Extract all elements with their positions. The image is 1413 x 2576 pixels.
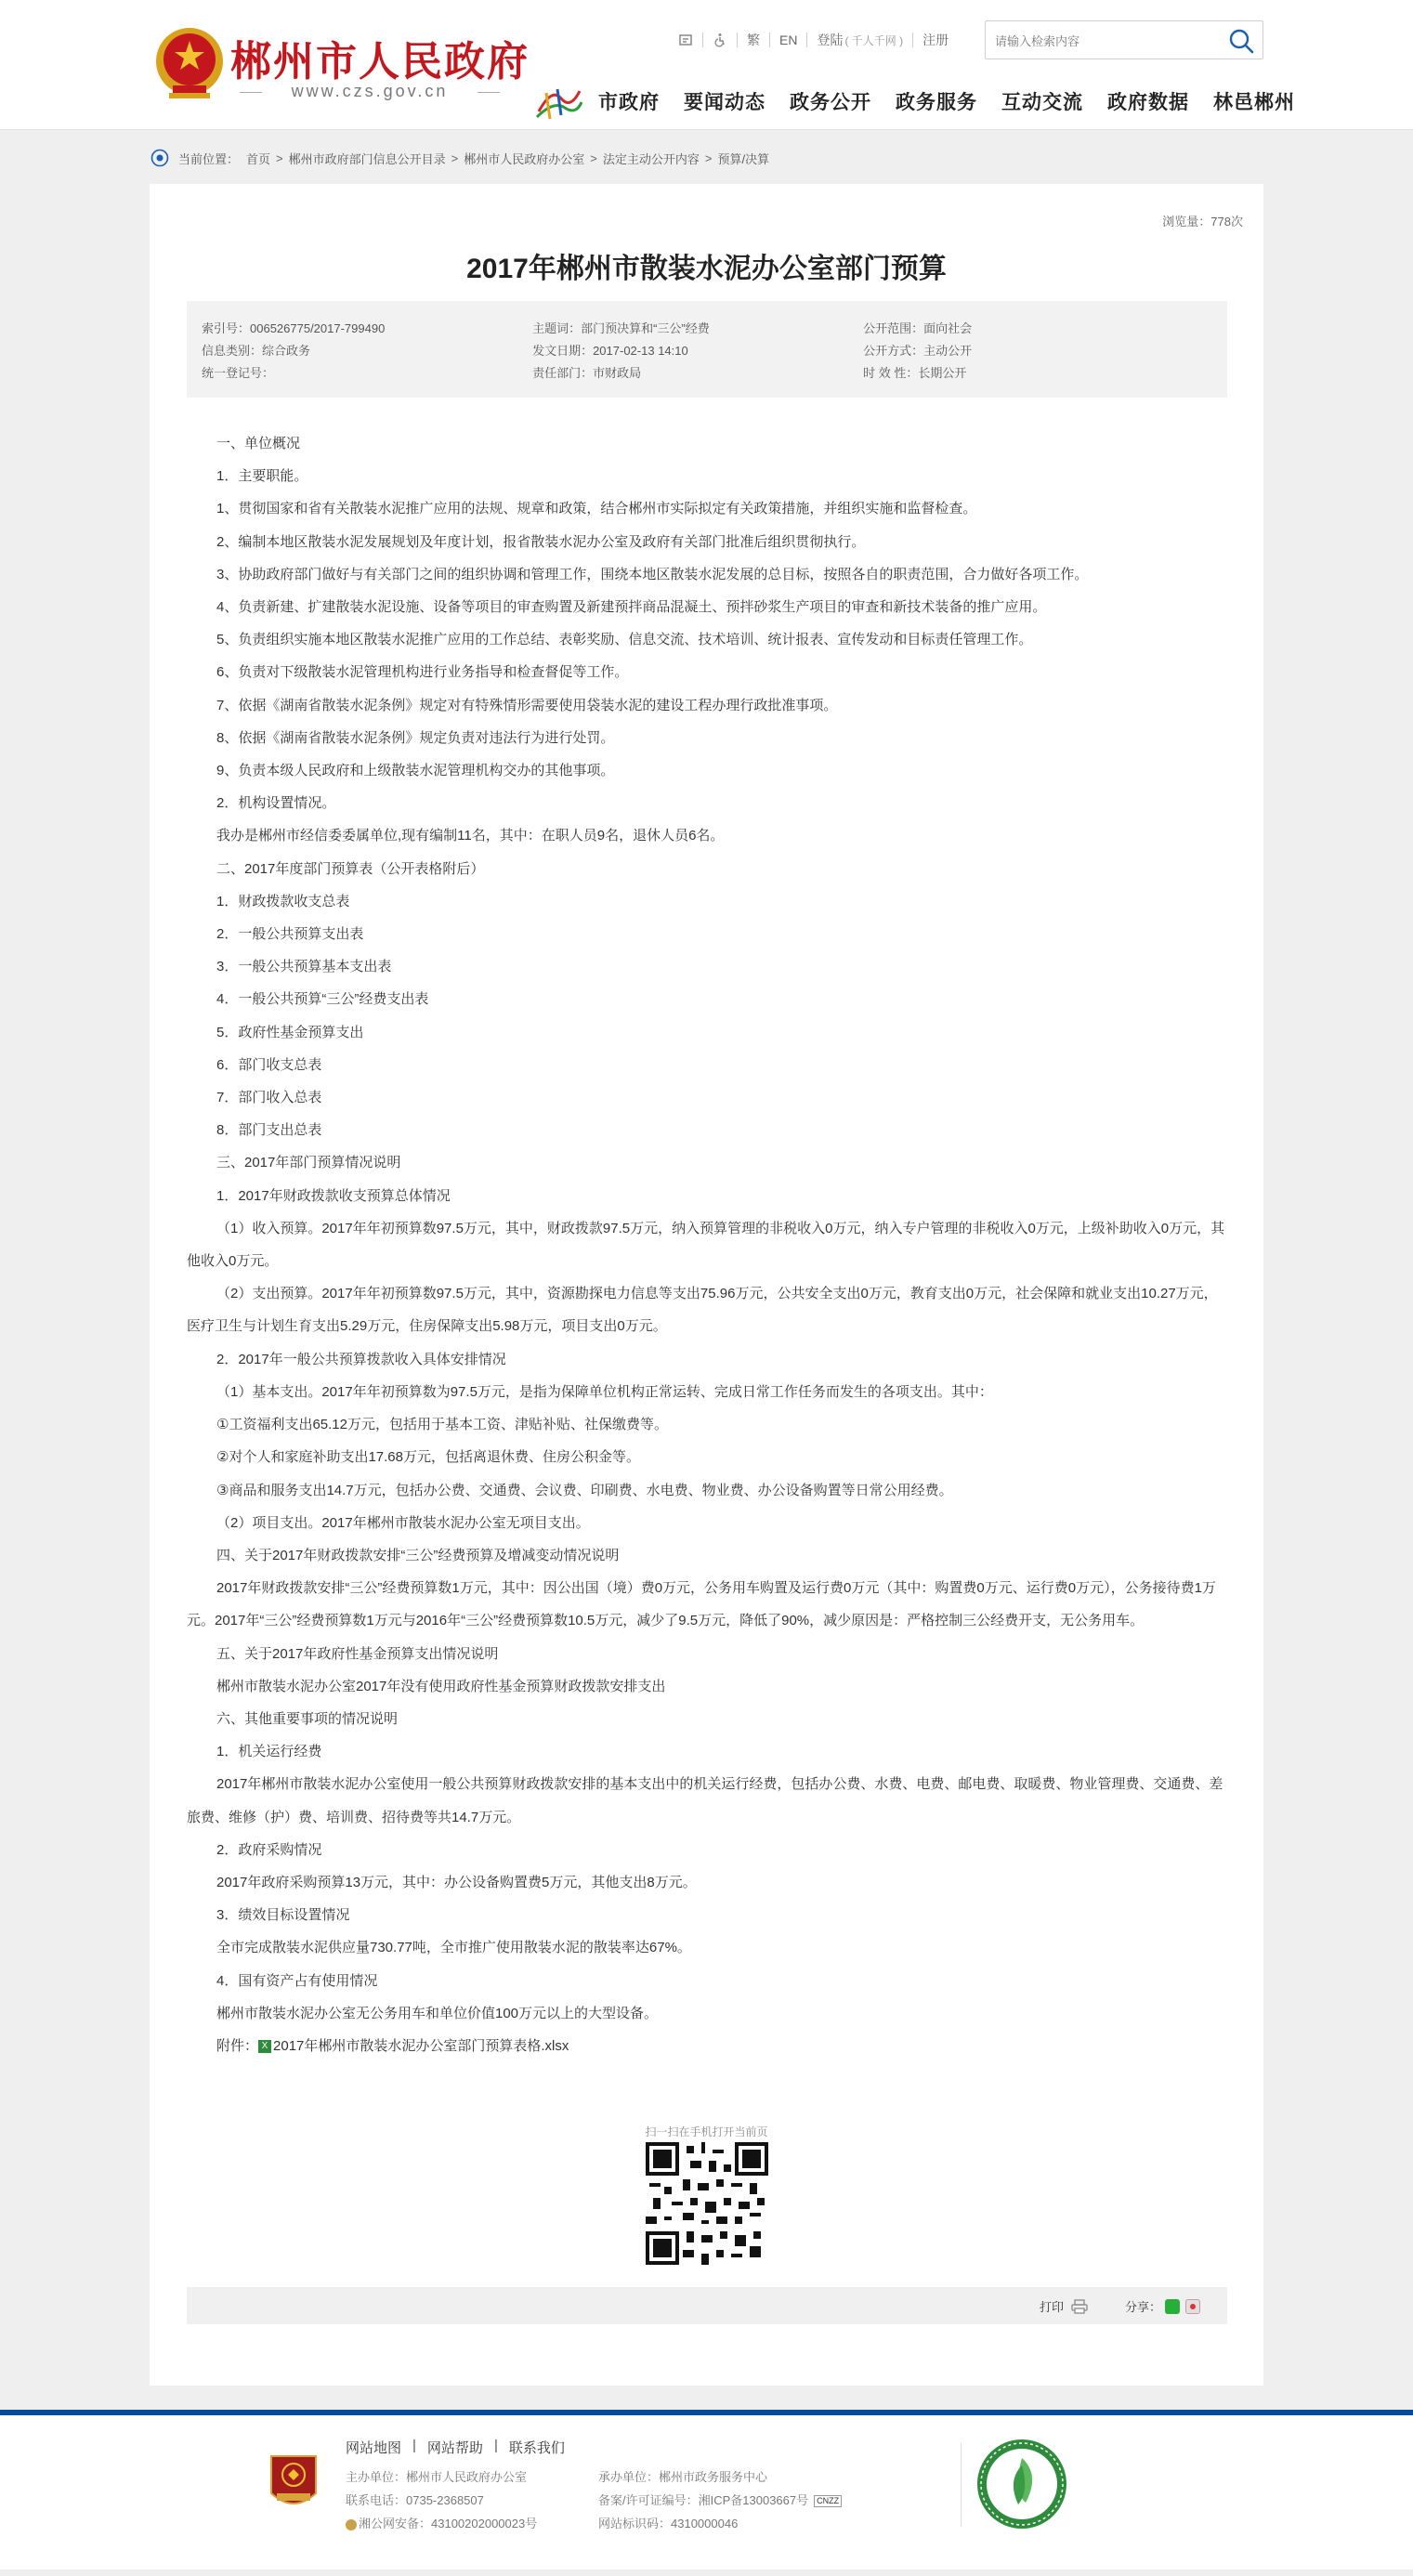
footer-link-contact[interactable]: 联系我们 (508, 2440, 565, 2456)
top-links (669, 28, 958, 52)
article-card (150, 184, 1263, 2386)
attachment-label: 附件： (216, 2037, 259, 2054)
paragraph: 二、2017年度部门预算表（公开表格附后） (216, 860, 485, 877)
footer-icp-row (598, 2489, 842, 2512)
nav-item-linyi-chenzhou[interactable]: 林邑郴州 (1213, 92, 1295, 113)
share-bar (187, 2287, 1227, 2324)
view-count: 浏览量：778次 (1162, 215, 1243, 229)
register-link[interactable]: 注册 (922, 33, 949, 47)
footer-separator: | (412, 2438, 416, 2453)
nav-item-news[interactable]: 要闻动态 (684, 92, 765, 113)
paragraph: 3．一般公共预算基本支出表 (216, 959, 392, 975)
paragraph: 2017年财政拨款安排“三公”经费预算数1万元，其中：因公出国（境）费0万元，公务用车购置及运行费0万元（其中：购置费0万元、运行费0万元），公务接待费1万元。2017年“三公”经费预算数1万元与2016年“三公”经费预算数10.5万元，减少了9.5万元，降低了90%，减少原因是：严格控制三公经费开支，无公务用车。 (187, 1580, 1216, 1629)
wechat-share-icon[interactable] (1165, 2299, 1180, 2314)
print-button[interactable] (1040, 2297, 1088, 2315)
paragraph: ③商品和服务支出14.7万元，包括办公费、交通费、会议费、印刷费、水电费、物业费、办公设备购置等日常公用经费。 (216, 1482, 953, 1498)
footer-phone: 联系电话：0735-2368507 (346, 2493, 484, 2507)
article-meta (187, 301, 1227, 398)
breadcrumb-separator: > (590, 150, 597, 165)
paragraph: （2）支出预算。2017年年初预算数97.5万元，其中，资源勘探电力信息等支出75.96万元，公共安全支出0万元，教育支出0万元，社会保障和就业支出10.27万元，医疗卫生与计划生育支出5.29万元，住房保障支出5.98万元，项目支出0万元。 (187, 1286, 1218, 1335)
breadcrumb-separator: > (276, 150, 283, 165)
attachment-link[interactable]: 2017年郴州市散装水泥办公室部门预算表格.xlsx (273, 2037, 569, 2054)
login-note: ( 千人千网 ) (844, 33, 904, 47)
footer-host: 主办单位：郴州市人民政府办公室 (346, 2470, 528, 2484)
print-label: 打印 (1040, 2300, 1065, 2314)
paragraph: 3、协助政府部门做好与有关部门之间的组织协调和管理工作，围绕本地区散装水泥发展的总目标，按照各自的职责范围，合力做好各项工作。 (216, 566, 1089, 582)
paragraph: 3．绩效目标设置情况 (216, 1907, 350, 1924)
paragraph: （2）项目支出。2017年郴州市散装水泥办公室无项目支出。 (216, 1514, 590, 1531)
paragraph: 2．2017年一般公共预算拨款收入具体安排情况 (216, 1351, 506, 1367)
breadcrumb (150, 147, 769, 169)
meta-reg-no: 统一登记号： (202, 365, 275, 380)
breadcrumb-separator: > (451, 150, 459, 165)
nav-item-gov-open[interactable]: 政务公开 (790, 92, 871, 113)
paragraph: 三、2017年部门预算情况说明 (216, 1155, 401, 1171)
party-gov-badge-icon[interactable] (268, 2452, 320, 2514)
cnzz-stat-icon[interactable]: CNZZ (814, 2495, 842, 2507)
nav-item-city-gov[interactable]: 市政府 (598, 92, 660, 113)
paragraph: 6、负责对下级散装水泥管理机构进行业务指导和检查督促等工作。 (216, 664, 629, 681)
printer-icon (1071, 2299, 1088, 2314)
search-box (985, 20, 1263, 59)
paragraph: 8．部门支出总表 (216, 1122, 322, 1139)
police-badge-icon (346, 2519, 357, 2530)
paragraph: 我办是郴州市经信委委属单位,现有编制11名，其中：在职人员9名，退休人员6名。 (216, 828, 725, 844)
paragraph: 1．主要职能。 (216, 468, 308, 485)
search-icon[interactable] (1225, 25, 1257, 57)
paragraph: 9、负责本级人民政府和上级散装水泥管理机构交办的其他事项。 (216, 763, 615, 779)
paragraph: 8、依据《湖南省散装水泥条例》规定负责对违法行为进行处罚。 (216, 729, 615, 746)
main-nav (598, 87, 1295, 115)
footer-divider (961, 2443, 962, 2527)
paragraph: 六、其他重要事项的情况说明 (216, 1710, 399, 1727)
national-emblem-icon[interactable] (152, 24, 227, 102)
site-footer (0, 2410, 1413, 2569)
paragraph: 4．一般公共预算“三公”经费支出表 (216, 991, 429, 1008)
meta-index-no: 索引号：006526775/2017-799490 (202, 320, 386, 335)
footer-police: 湘公网安备：43100202000023号 (359, 2517, 538, 2530)
login-link[interactable] (807, 33, 913, 47)
article-body (187, 427, 1229, 2062)
paragraph: 2、编制本地区散装水泥发展规划及年度计划，报省散装水泥办公室及政府有关部门批准后组织贯彻执行。 (216, 533, 866, 550)
breadcrumb-item[interactable]: 首页 (246, 151, 271, 166)
paragraph: ①工资福利支出65.12万元，包括用于基本工资、津贴补贴、社保缴费等。 (216, 1417, 668, 1433)
site-header (0, 0, 1413, 130)
accessibility-icon[interactable] (703, 33, 738, 47)
footer-link-sitemap[interactable]: 网站地图 (346, 2440, 402, 2456)
article-title: 2017年郴州市散装水泥办公室部门预算 (466, 254, 947, 284)
footer-site-id: 网站标识码：4310000046 (598, 2517, 739, 2530)
meta-scope: 公开范围：面向社会 (863, 320, 973, 335)
excel-file-icon: X (258, 2040, 271, 2053)
paragraph: 郴州市散装水泥办公室无公务用车和单位价值100万元以上的大型设备。 (216, 2005, 659, 2021)
paragraph: 6．部门收支总表 (216, 1056, 322, 1073)
nav-item-gov-data[interactable]: 政府数据 (1107, 92, 1189, 113)
paragraph: 1．机关运行经费 (216, 1744, 322, 1760)
location-pin-icon (150, 149, 169, 167)
paragraph: （1）收入预算。2017年年初预算数97.5万元，其中，财政拨款97.5万元，纳入预算管理的非税收入0万元，纳入专户管理的非税收入0万元，上级补助收入0万元，其他收入0万元。 (187, 1220, 1225, 1270)
paragraph: 郴州市散装水泥办公室2017年没有使用政府性基金预算财政拨款安排支出 (216, 1678, 666, 1694)
breadcrumb-item[interactable]: 预算/决算 (717, 151, 770, 166)
paragraph: 全市完成散装水泥供应量730.77吨，全市推广使用散装水泥的散装率达67%。 (216, 1940, 691, 1956)
breadcrumb-item[interactable]: 郴州市人民政府办公室 (464, 151, 585, 166)
nav-logo-icon (533, 84, 583, 121)
site-title[interactable]: 郴州市人民政府 (230, 38, 530, 85)
login-label: 登陆 (817, 33, 844, 47)
paragraph: 5．政府性基金预算支出 (216, 1024, 364, 1040)
paragraph: 五、关于2017年政府性基金预算支出情况说明 (216, 1645, 499, 1662)
footer-separator: | (493, 2438, 498, 2453)
elderly-mode-icon[interactable] (669, 33, 703, 47)
meta-method: 公开方式：主动公开 (863, 343, 973, 358)
breadcrumb-label: 当前位置： (178, 151, 240, 166)
meta-category: 信息类别：综合政务 (202, 343, 311, 358)
paragraph: 2017年政府采购预算13万元，其中：办公设备购置费5万元，其他支出8万元。 (216, 1874, 697, 1890)
breadcrumb-separator: > (704, 150, 713, 165)
share-group (1125, 2297, 1200, 2315)
paragraph: 4、负责新建、扩建散装水泥设施、设备等项目的审查购置及新建预拌商品混凝土、预拌砂浆生产项目的审查和新技术装备的推广应用。 (216, 599, 1047, 616)
paragraph: 2．机构设置情况。 (216, 795, 336, 812)
footer-organizer: 承办单位：郴州市政务服务中心 (598, 2470, 768, 2484)
weibo-share-icon[interactable] (1185, 2299, 1200, 2314)
paragraph: （1）基本支出。2017年年初预算数为97.5万元，是指为保障单位机构正常运转、完成日常工作任务而发生的各项支出。其中： (216, 1383, 993, 1400)
english-link[interactable]: EN (770, 33, 807, 47)
share-label: 分享： (1125, 2300, 1162, 2314)
search-input[interactable] (995, 31, 1209, 51)
paragraph: 7．部门收入总表 (216, 1090, 322, 1106)
paragraph: ②对个人和家庭补助支出17.68万元，包括离退休费、住房公积金等。 (216, 1449, 640, 1466)
breadcrumb-item[interactable]: 郴州市政府部门信息公开目录 (288, 151, 446, 166)
footer-police-row[interactable] (346, 2512, 537, 2535)
footer-icp[interactable]: 备案/许可证编号：湘ICP备13003667号 (598, 2493, 809, 2507)
attachment-row (187, 2030, 1229, 2062)
footer-link-help[interactable]: 网站帮助 (426, 2440, 483, 2456)
meta-date: 发文日期：2017-02-13 14:10 (532, 343, 688, 358)
paragraph: 2017年郴州市散装水泥办公室使用一般公共预算财政拨款安排的基本支出中的机关运行经费，包括办公费、水费、电费、邮电费、取暖费、物业管理费、交通费、差旅费、维修（护）费、培训费、招待费等共14.7万元。 (187, 1776, 1223, 1825)
meta-validity: 时 效 性：长期公开 (863, 365, 967, 380)
paragraph: 5、负责组织实施本地区散装水泥推广应用的工作总结、表彰奖励、信息交流、技术培训、统计报表、宣传发动和目标责任管理工作。 (216, 632, 1033, 648)
footer-info-left (346, 2465, 537, 2535)
paragraph: 7、依据《湖南省散装水泥条例》规定对有特殊情形需要使用袋装水泥的建设工程办理行政批准事项。 (216, 697, 838, 713)
footer-info-right (598, 2465, 842, 2535)
paragraph: 1、贯彻国家和省有关散装水泥推广应用的法规、规章和政策，结合郴州市实际拟定有关政策措施，并组织实施和监督检查。 (216, 501, 977, 517)
nav-item-gov-service[interactable]: 政务服务 (896, 92, 977, 113)
paragraph: 1．2017年财政拨款收支预算总体情况 (216, 1187, 451, 1204)
traditional-chinese-link[interactable]: 繁 (738, 33, 770, 47)
paragraph: 4．国有资产占有使用情况 (216, 1972, 378, 1989)
qr-code-icon (646, 2142, 768, 2265)
paragraph: 2．一般公共预算支出表 (216, 926, 364, 943)
meta-subject: 主题词：部门预决算和“三公”经费 (532, 320, 710, 335)
civilization-city-badge-icon[interactable] (975, 2438, 1068, 2530)
paragraph: 四、关于2017年财政拨款安排“三公”经费预算及增减变动情况说明 (216, 1547, 620, 1563)
paragraph: 1．财政拨款收支总表 (216, 893, 350, 909)
paragraph: 2．政府采购情况 (216, 1841, 322, 1858)
breadcrumb-item[interactable]: 法定主动公开内容 (602, 151, 700, 166)
meta-dept: 责任部门：市财政局 (532, 365, 642, 380)
footer-links (346, 2438, 565, 2457)
nav-item-interaction[interactable]: 互动交流 (1001, 92, 1083, 113)
paragraph: 一、单位概况 (216, 436, 301, 451)
site-url: www.czs.gov.cn (240, 82, 500, 101)
qr-caption: 扫一扫在手机打开当前页 (645, 2125, 768, 2138)
